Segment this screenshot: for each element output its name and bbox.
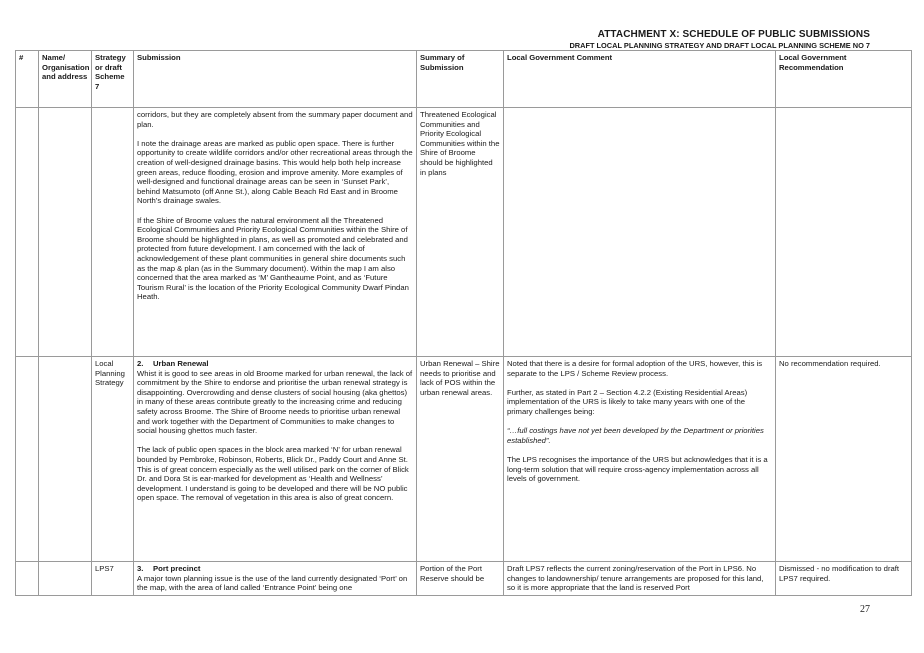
table-header-row: [16, 51, 912, 108]
col-header-comment: Local Government Comment: [504, 51, 776, 108]
submission-heading: [137, 359, 413, 369]
submission-paragraph: Whist it is good to see areas in old Broome marked for urban renewal, the lack of commitment by the Shire to endorse and prioritise the urban renewal strategy is disappointing. Overcrowding and dense clusters of social housing (aka ghettos) in many of these areas contribute greatly to the increasing crime and reducing safety across Broome. The Shire of Broome needs to prioritise urban renewal and work together with the Department of Communities to make changes to social housing ghettos much faster.: [137, 368, 413, 436]
col-header-submission: Submission: [134, 51, 417, 108]
cell-recommendation: [776, 108, 912, 357]
cell-number: [16, 562, 39, 596]
col-header-summary: Summary of Submission: [417, 51, 504, 108]
cell-submission: [134, 562, 417, 596]
cell-recommendation: Dismissed - no modification to draft LPS7 required.: [776, 562, 912, 596]
submission-heading: [137, 564, 413, 574]
heading-text: Port precinct: [153, 564, 201, 573]
cell-submission: [134, 108, 417, 357]
table-row: [16, 562, 912, 596]
attachment-subtitle: DRAFT LOCAL PLANNING STRATEGY AND DRAFT LOCAL PLANNING SCHEME NO 7: [569, 41, 870, 50]
cell-name: [39, 357, 92, 562]
cell-strategy: LPS7: [92, 562, 134, 596]
submission-paragraph: I note the drainage areas are marked as public open space. There is further opportunity to create wildlife corridors and/or other recreational areas through the creation of well-designed drainage basins. This would help both help increase green areas, reduce flooding, erosion and improve amenity. More examples of well-designed and functional drainage areas can be seen in ‘Sunset Park’, behind Matsumoto (off Anne St.), along Cable Beach Rd East and in Broome North’s drainage swales.: [137, 138, 413, 206]
page-number: 27: [860, 604, 870, 615]
submission-paragraph: If the Shire of Broome values the natural environment all the Threatened Ecological Communities and Priority Ecological Communities within the Shire of Broome should be highlighted in plans, as well as promoted and celebrated and protected from future development. I am concerned with the lack of acknowledgement of these plant communities in general shire documents such as the map & plan (as in the Summary document). Within the map I am also concerned that the area marked as ‘M’ Gantheaume Point, and as ‘Future Tourism Rural’ is the location of the Priority Ecological Community Dwarf Pindan Heath.: [137, 215, 409, 302]
comment-paragraph: Further, as stated in Part 2 – Section 4.2.2 (Existing Residential Areas) implementation of the URS is likely to take many years with one of the primary challenges being:: [507, 387, 748, 416]
cell-comment: [504, 562, 776, 596]
col-header-number: #: [16, 51, 39, 108]
heading-number: 3.: [137, 564, 144, 573]
cell-recommendation: No recommendation required.: [776, 357, 912, 562]
attachment-title: ATTACHMENT X: SCHEDULE OF PUBLIC SUBMISSIONS: [597, 29, 870, 40]
cell-name: [39, 108, 92, 357]
cell-summary: Portion of the Port Reserve should be: [417, 562, 504, 596]
cell-summary: Threatened Ecological Communities and Priority Ecological Communities within the Shire of Broome should be highlighted in plans: [417, 108, 504, 357]
cell-number: [16, 357, 39, 562]
cell-submission: [134, 357, 417, 562]
col-header-name: Name/ Organisation and address: [39, 51, 92, 108]
cell-strategy: [92, 108, 134, 357]
submission-paragraph: corridors, but they are completely absent from the summary paper document and plan.: [137, 110, 413, 129]
comment-quote: “…full costings have not yet been developed by the Department or priorities established”.: [507, 426, 764, 445]
heading-number: 2.: [137, 359, 144, 368]
submission-paragraph: The lack of public open spaces in the block area marked ‘N’ for urban renewal bounded by Pembroke, Robinson, Roberts, Blick Dr., Paddy Court and Anne St. This is of great concern especially as the well utilised park on the corner of Blick Dr. and Dora St is ear-marked for development as ‘Health and Wellness’ development. I understand is going to be developed and there will be NO public open space. The removal of vegetation in this area is also of great concern.: [137, 445, 409, 503]
col-header-recommendation: Local Government Recommendation: [776, 51, 912, 108]
submission-paragraph: A major town planning issue is the use of the land currently designated ‘Port’ on the map, with the area of land called ‘Entrance Point’ being one: [137, 573, 408, 593]
comment-paragraph: Draft LPS7 reflects the current zoning/reservation of the Port in LPS6. No changes to landownership/ tenure arrangements are proposed for this land, so it is more appropriate that the land is reserved Port: [507, 564, 764, 593]
comment-paragraph: The LPS recognises the importance of the URS but acknowledges that it is a long-term solution that will require cross-agency implementation across all levels of government.: [507, 454, 768, 484]
cell-comment: [504, 108, 776, 357]
cell-summary: Urban Renewal – Shire needs to prioritise and lack of POS within the urban renewal areas.: [417, 357, 504, 562]
cell-strategy: Local Planning Strategy: [92, 357, 134, 562]
cell-number: [16, 108, 39, 357]
table-row: [16, 357, 912, 562]
col-header-strategy: Strategy or draft Scheme 7: [92, 51, 134, 108]
cell-name: [39, 562, 92, 596]
cell-comment: [504, 357, 776, 562]
submissions-table: [15, 50, 912, 596]
heading-text: Urban Renewal: [153, 359, 209, 368]
table-row: [16, 108, 912, 357]
comment-paragraph: Noted that there is a desire for formal adoption of the URS, however, this is separate to the LPS / Scheme Review process.: [507, 359, 763, 378]
